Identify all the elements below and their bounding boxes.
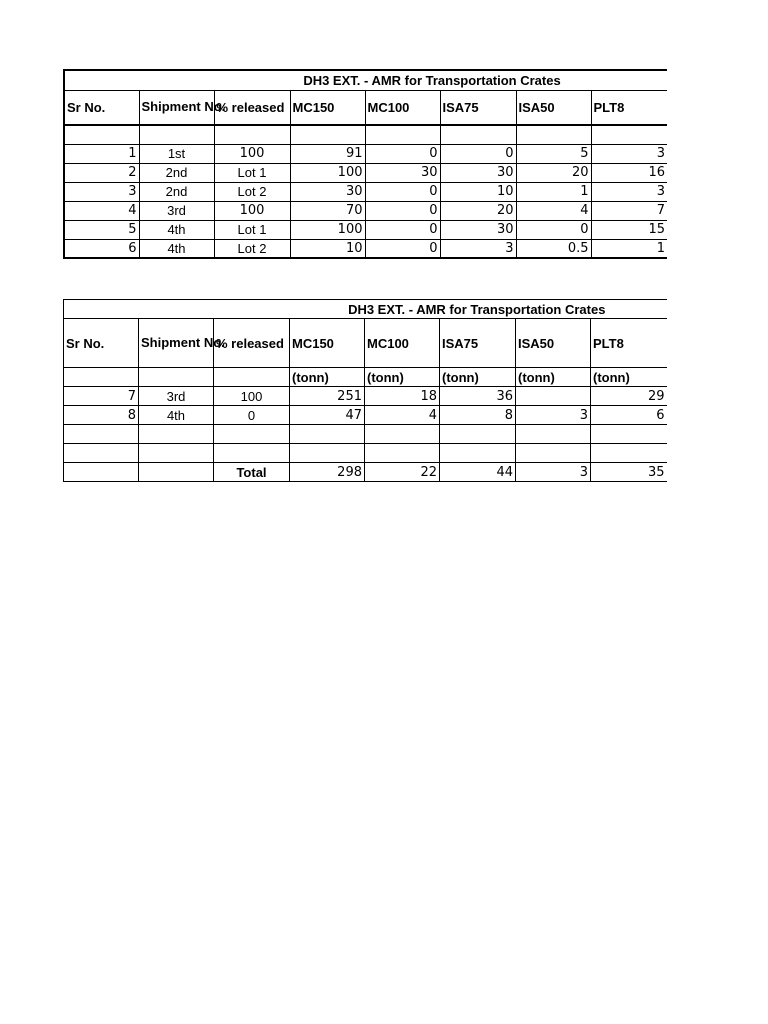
- header-mc150[interactable]: MC150: [290, 319, 365, 368]
- cell-mc150[interactable]: 100: [290, 163, 365, 182]
- cell[interactable]: [64, 463, 139, 482]
- cell[interactable]: [516, 444, 591, 463]
- header-shipment-no[interactable]: Shipment No.: [139, 319, 214, 368]
- cell[interactable]: [214, 444, 290, 463]
- header-mc150[interactable]: MC150: [290, 90, 365, 125]
- cell-mc100[interactable]: 30: [365, 163, 440, 182]
- cell-shipment[interactable]: 2nd: [139, 163, 214, 182]
- cell-isa75[interactable]: 8: [440, 406, 516, 425]
- cell-plt8[interactable]: 3: [591, 182, 667, 201]
- cell[interactable]: [139, 368, 214, 387]
- cell-shipment[interactable]: 4th: [139, 220, 214, 239]
- cell-plt8[interactable]: 15: [591, 220, 667, 239]
- cell-mc100[interactable]: 18: [365, 387, 440, 406]
- total-mc100[interactable]: 22: [365, 463, 440, 482]
- cell-isa50[interactable]: 1: [516, 182, 591, 201]
- cell-shipment[interactable]: 1st: [139, 144, 214, 163]
- cell-mc100[interactable]: 0: [365, 201, 440, 220]
- cell-shipment[interactable]: 3rd: [139, 387, 214, 406]
- total-plt8[interactable]: 35: [591, 463, 667, 482]
- cell-mc150[interactable]: 70: [290, 201, 365, 220]
- cell-mc150[interactable]: 91: [290, 144, 365, 163]
- cell[interactable]: [64, 125, 139, 144]
- cell[interactable]: [139, 425, 214, 444]
- cell-isa50[interactable]: 0.5: [516, 239, 591, 258]
- header-isa75[interactable]: ISA75: [440, 319, 516, 368]
- cell-plt8[interactable]: 6: [591, 406, 667, 425]
- cell-mc100[interactable]: 0: [365, 239, 440, 258]
- cell-mc100[interactable]: 0: [365, 144, 440, 163]
- amr-table-1: [63, 69, 667, 259]
- cell-mc150[interactable]: 30: [290, 182, 365, 201]
- cell[interactable]: [516, 125, 591, 144]
- cell-isa75[interactable]: 36: [440, 387, 516, 406]
- total-mc150[interactable]: 298: [290, 463, 365, 482]
- cell[interactable]: [365, 125, 440, 144]
- header-sr-no[interactable]: Sr No.: [64, 319, 139, 368]
- cell-shipment[interactable]: 4th: [139, 406, 214, 425]
- cell-sr[interactable]: 8: [64, 406, 139, 425]
- total-row: [64, 463, 667, 482]
- cell[interactable]: [139, 444, 214, 463]
- cell-plt8[interactable]: 29: [591, 387, 667, 406]
- cell[interactable]: [290, 425, 365, 444]
- cell-isa75[interactable]: 3: [440, 239, 516, 258]
- header-plt8[interactable]: PLT8: [591, 90, 667, 125]
- cell-isa50[interactable]: 3: [516, 406, 591, 425]
- total-label[interactable]: Total: [214, 463, 290, 482]
- header-plt8[interactable]: PLT8: [591, 319, 667, 368]
- cell[interactable]: [365, 425, 440, 444]
- table-title: DH3 EXT. - AMR for Transportation Crates: [64, 300, 667, 319]
- total-isa50[interactable]: 3: [516, 463, 591, 482]
- cell[interactable]: [214, 368, 290, 387]
- table-row: [64, 144, 667, 163]
- cell[interactable]: [214, 425, 290, 444]
- cell-sr[interactable]: 4: [64, 201, 139, 220]
- table-row: [64, 220, 667, 239]
- cell-isa75[interactable]: 30: [440, 220, 516, 239]
- header-sr-no[interactable]: Sr No.: [64, 90, 139, 125]
- cell-isa75[interactable]: 10: [440, 182, 516, 201]
- cell-mc150[interactable]: 10: [290, 239, 365, 258]
- header-mc100[interactable]: MC100: [365, 90, 440, 125]
- header-released[interactable]: % released: [214, 319, 290, 368]
- cell-plt8[interactable]: 1: [591, 239, 667, 258]
- header-released[interactable]: % released: [214, 90, 290, 125]
- cell-sr[interactable]: 3: [64, 182, 139, 201]
- unit-isa75[interactable]: (tonn): [440, 368, 516, 387]
- table-row: [64, 201, 667, 220]
- cell-released[interactable]: 0: [214, 406, 290, 425]
- empty-row: [64, 125, 667, 144]
- cell-mc100[interactable]: 0: [365, 220, 440, 239]
- cell[interactable]: [64, 425, 139, 444]
- cell-sr[interactable]: 7: [64, 387, 139, 406]
- cell-shipment[interactable]: 2nd: [139, 182, 214, 201]
- header-isa50[interactable]: ISA50: [516, 90, 591, 125]
- cell-released[interactable]: Lot 2: [214, 182, 290, 201]
- cell-isa50[interactable]: 4: [516, 201, 591, 220]
- cell-isa50[interactable]: 5: [516, 144, 591, 163]
- cell[interactable]: [139, 463, 214, 482]
- units-row: [64, 368, 667, 387]
- unit-plt8[interactable]: (tonn): [591, 368, 667, 387]
- cell-sr[interactable]: 1: [64, 144, 139, 163]
- header-shipment-no[interactable]: Shipment No.: [139, 90, 214, 125]
- table-row: [64, 239, 667, 258]
- cell-isa75[interactable]: 0: [440, 144, 516, 163]
- cell[interactable]: [139, 125, 214, 144]
- cell-mc150[interactable]: 100: [290, 220, 365, 239]
- table-title: DH3 EXT. - AMR for Transportation Crates: [64, 70, 667, 90]
- cell-isa75[interactable]: 20: [440, 201, 516, 220]
- cell[interactable]: [290, 444, 365, 463]
- cell-released[interactable]: 100: [214, 387, 290, 406]
- cell[interactable]: [214, 125, 290, 144]
- unit-isa50[interactable]: (tonn): [516, 368, 591, 387]
- cell-shipment[interactable]: 4th: [139, 239, 214, 258]
- table-row: [64, 182, 667, 201]
- cell-isa50[interactable]: [516, 387, 591, 406]
- cell-mc100[interactable]: 4: [365, 406, 440, 425]
- cell-released[interactable]: 100: [214, 201, 290, 220]
- cell-isa75[interactable]: 30: [440, 163, 516, 182]
- cell-released[interactable]: Lot 1: [214, 163, 290, 182]
- table-row: [64, 387, 667, 406]
- header-isa75[interactable]: ISA75: [440, 90, 516, 125]
- cell-mc150[interactable]: 251: [290, 387, 365, 406]
- cell-shipment[interactable]: 3rd: [139, 201, 214, 220]
- table-row: [64, 163, 667, 182]
- cell-plt8[interactable]: 3: [591, 144, 667, 163]
- cell-sr[interactable]: 5: [64, 220, 139, 239]
- cell[interactable]: [64, 368, 139, 387]
- cell[interactable]: [591, 444, 667, 463]
- empty-row: [64, 444, 667, 463]
- cell[interactable]: [591, 425, 667, 444]
- unit-mc150[interactable]: (tonn): [290, 368, 365, 387]
- unit-mc100[interactable]: (tonn): [365, 368, 440, 387]
- cell[interactable]: [440, 444, 516, 463]
- cell-sr[interactable]: 2: [64, 163, 139, 182]
- cell[interactable]: [516, 425, 591, 444]
- cell[interactable]: [64, 444, 139, 463]
- cell-released[interactable]: Lot 2: [214, 239, 290, 258]
- header-mc100[interactable]: MC100: [365, 319, 440, 368]
- cell-plt8[interactable]: 16: [591, 163, 667, 182]
- cell[interactable]: [440, 425, 516, 444]
- cell-mc100[interactable]: 0: [365, 182, 440, 201]
- header-isa50[interactable]: ISA50: [516, 319, 591, 368]
- cell-plt8[interactable]: 7: [591, 201, 667, 220]
- table-row: [64, 406, 667, 425]
- cell-isa50[interactable]: 20: [516, 163, 591, 182]
- cell[interactable]: [591, 125, 667, 144]
- empty-row: [64, 425, 667, 444]
- total-isa75[interactable]: 44: [440, 463, 516, 482]
- cell[interactable]: [290, 125, 365, 144]
- cell[interactable]: [365, 444, 440, 463]
- cell-isa50[interactable]: 0: [516, 220, 591, 239]
- amr-table-2: [63, 299, 667, 482]
- cell-released[interactable]: Lot 1: [214, 220, 290, 239]
- cell-released[interactable]: 100: [214, 144, 290, 163]
- cell[interactable]: [440, 125, 516, 144]
- cell-mc150[interactable]: 47: [290, 406, 365, 425]
- cell-sr[interactable]: 6: [64, 239, 139, 258]
